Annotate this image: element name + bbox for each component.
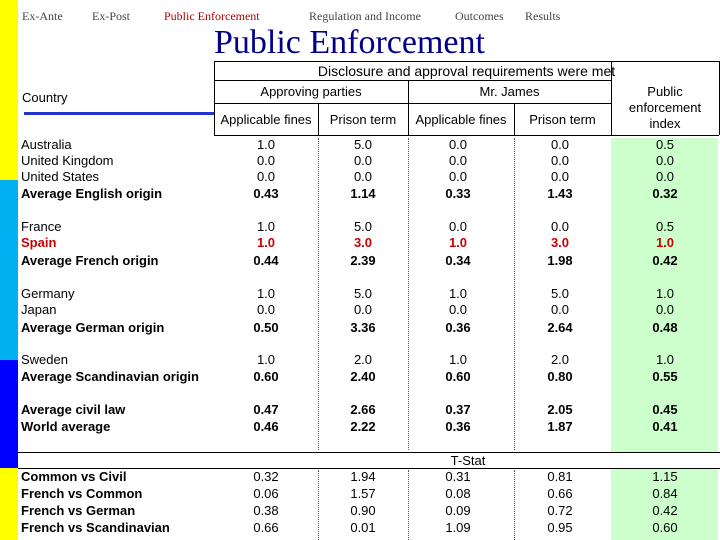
table-row-12-value-1: 2.66: [350, 402, 376, 417]
sub-header-fines-2: Applicable fines: [415, 112, 507, 127]
nav-item-regulation-and-income[interactable]: Regulation and Income: [309, 9, 421, 23]
table-row-1-value-3: 0.0: [550, 153, 570, 168]
tstat-row-0-value-3: 0.81: [547, 469, 573, 484]
tstat-row-1-label: French vs Common: [21, 486, 143, 501]
table-row-10-value-0: 1.0: [256, 352, 276, 367]
table-row-7-value-4: 1.0: [655, 286, 675, 301]
tstat-row-2-value-0: 0.38: [253, 503, 279, 518]
nav-item-public-enforcement[interactable]: Public Enforcement: [164, 9, 260, 23]
table-row-6-value-0: 0.44: [253, 253, 279, 268]
table-row-0-value-0: 1.0: [256, 137, 276, 152]
table-row-2-value-0: 0.0: [256, 169, 276, 184]
table-row-1-label: United Kingdom: [21, 153, 114, 168]
table-row-2-value-4: 0.0: [655, 169, 675, 184]
tstat-row-2-value-1: 0.90: [350, 503, 376, 518]
table-row-7-value-1: 5.0: [353, 286, 373, 301]
table-row-13-value-4: 0.41: [652, 419, 678, 434]
table-row-3-value-0: 0.43: [253, 186, 279, 201]
table-row-10-value-4: 1.0: [655, 352, 675, 367]
table-row-1-value-0: 0.0: [256, 153, 276, 168]
table-row-6-value-1: 2.39: [350, 253, 376, 268]
table-row-11-value-1: 2.40: [350, 369, 376, 384]
table-row-5-value-3: 3.0: [550, 235, 570, 250]
sub-header-prison-2: Prison term: [529, 112, 596, 127]
tstat-row-0-value-0: 0.32: [253, 469, 279, 484]
tstat-row-1-value-4: 0.84: [652, 486, 678, 501]
nav-item-outcomes[interactable]: Outcomes: [455, 9, 504, 23]
tstat-row-3-value-2: 1.09: [445, 520, 471, 535]
table-row-9-value-1: 3.36: [350, 320, 376, 335]
table-row-6-label: Average French origin: [21, 253, 159, 268]
table-row-4-value-2: 0.0: [448, 219, 468, 234]
table-row-8-value-2: 0.0: [448, 302, 468, 317]
tstat-row-3-value-4: 0.60: [652, 520, 678, 535]
table-row-10-value-3: 2.0: [550, 352, 570, 367]
group-header-approving-parties: Approving parties: [260, 84, 362, 99]
super-header: Disclosure and approval requirements were met: [317, 63, 616, 79]
table-row-2-label: United States: [21, 169, 100, 184]
sub-header-fines-1: Applicable fines: [220, 112, 312, 127]
table-row-4-label: France: [21, 219, 62, 234]
sub-header-prison-1: Prison term: [329, 112, 397, 127]
table-row-3-value-1: 1.14: [350, 186, 376, 201]
index-header-line1: Public: [647, 84, 683, 99]
table-row-8-value-4: 0.0: [655, 302, 675, 317]
table-row-2-value-3: 0.0: [550, 169, 570, 184]
table-row-0-value-2: 0.0: [448, 137, 468, 152]
table-row-7-label: Germany: [21, 286, 75, 301]
table-row-10-label: Sweden: [21, 352, 68, 367]
table-row-4-value-4: 0.5: [655, 219, 675, 234]
table-row-12-value-2: 0.37: [445, 402, 471, 417]
table-row-7-value-3: 5.0: [550, 286, 570, 301]
table-row-11-value-4: 0.55: [652, 369, 678, 384]
table-row-9-value-2: 0.36: [445, 320, 471, 335]
table-row-2-value-2: 0.0: [448, 169, 468, 184]
tstat-row-3-value-1: 0.01: [350, 520, 376, 535]
tstat-row-3-value-3: 0.95: [547, 520, 573, 535]
country-header: Country: [22, 90, 68, 105]
tstat-label: T-Stat: [450, 453, 486, 468]
table-row-3-label: Average English origin: [21, 186, 163, 201]
table-row-5-value-2: 1.0: [448, 235, 468, 250]
nav-item-ex-post[interactable]: Ex-Post: [92, 9, 131, 23]
table-row-9-label: Average German origin: [21, 320, 165, 335]
nav-item-results[interactable]: Results: [525, 9, 561, 23]
tstat-row-3-label: French vs Scandinavian: [21, 520, 170, 535]
tstat-row-1-value-2: 0.08: [445, 486, 471, 501]
nav-item-ex-ante[interactable]: Ex-Ante: [22, 9, 63, 23]
table-row-0-label: Australia: [21, 137, 72, 152]
table-row-12-value-3: 2.05: [547, 402, 573, 417]
table-row-4-value-1: 5.0: [353, 219, 373, 234]
table-row-5-value-1: 3.0: [353, 235, 373, 250]
tstat-row-3-value-0: 0.66: [253, 520, 279, 535]
table-border-super: [214, 80, 611, 81]
table-row-9-value-0: 0.50: [253, 320, 279, 335]
table-row-12-value-0: 0.47: [253, 402, 279, 417]
table-row-5-label: Spain: [21, 235, 57, 250]
table-row-3-value-3: 1.43: [547, 186, 573, 201]
table-row-12-value-4: 0.45: [652, 402, 678, 417]
table-row-3-value-4: 0.32: [652, 186, 678, 201]
table-row-4-value-3: 0.0: [550, 219, 570, 234]
table-row-9-value-4: 0.48: [652, 320, 678, 335]
table-row-8-value-0: 0.0: [256, 302, 276, 317]
table-row-8-value-1: 0.0: [353, 302, 373, 317]
page-title: Public Enforcement: [214, 24, 485, 61]
table-row-5-value-0: 1.0: [256, 235, 276, 250]
tstat-row-1-value-1: 1.57: [350, 486, 376, 501]
tstat-row-1-value-0: 0.06: [253, 486, 279, 501]
table-row-1-value-2: 0.0: [448, 153, 468, 168]
table-row-6-value-4: 0.42: [652, 253, 678, 268]
country-underline: [24, 112, 214, 115]
table-row-11-label: Average Scandinavian origin: [21, 369, 199, 384]
table-row-10-value-1: 2.0: [353, 352, 373, 367]
table-row-13-value-0: 0.46: [253, 419, 279, 434]
index-header-line3: index: [649, 116, 681, 131]
table-row-6-value-3: 1.98: [547, 253, 573, 268]
table-row-6-value-2: 0.34: [445, 253, 471, 268]
tstat-row-0-value-4: 1.15: [652, 469, 678, 484]
table-row-4-value-0: 1.0: [256, 219, 276, 234]
tstat-row-2-label: French vs German: [21, 503, 136, 518]
table-row-7-value-0: 1.0: [256, 286, 276, 301]
table-row-8-value-3: 0.0: [550, 302, 570, 317]
table-row-12-label: Average civil law: [21, 402, 126, 417]
table-row-0-value-4: 0.5: [655, 137, 675, 152]
table-row-0-value-1: 5.0: [353, 137, 373, 152]
tstat-row-0-value-1: 1.94: [350, 469, 376, 484]
table-row-11-value-2: 0.60: [445, 369, 471, 384]
table-border-header-bottom: [214, 135, 719, 136]
group-header-mr-james: Mr. James: [479, 84, 540, 99]
table-row-13-value-3: 1.87: [547, 419, 573, 434]
table-row-3-value-2: 0.33: [445, 186, 471, 201]
tstat-row-0-value-2: 0.31: [445, 469, 471, 484]
table-row-11-value-3: 0.80: [547, 369, 573, 384]
index-header-line2: enforcement: [628, 100, 702, 115]
table-row-0-value-3: 0.0: [550, 137, 570, 152]
tstat-row-2-value-3: 0.72: [547, 503, 573, 518]
tstat-row-0-label: Common vs Civil: [21, 469, 127, 484]
table-row-10-value-2: 1.0: [448, 352, 468, 367]
table-border-top: [214, 61, 719, 62]
table-row-7-value-2: 1.0: [448, 286, 468, 301]
column-divider-5: [408, 470, 409, 540]
table-row-11-value-0: 0.60: [253, 369, 279, 384]
table-row-8-label: Japan: [21, 302, 57, 317]
table-row-13-label: World average: [21, 419, 111, 434]
tstat-row-1-value-3: 0.66: [547, 486, 573, 501]
table-row-2-value-1: 0.0: [353, 169, 373, 184]
table-row-9-value-3: 2.64: [547, 320, 573, 335]
column-divider-2: [408, 138, 409, 450]
table-row-1-value-1: 0.0: [353, 153, 373, 168]
table-border-group: [214, 103, 611, 104]
table-row-13-value-2: 0.36: [445, 419, 471, 434]
table-row-5-value-4: 1.0: [655, 235, 675, 250]
table-border-tstat-top: [18, 452, 720, 453]
table-row-13-value-1: 2.22: [350, 419, 376, 434]
tstat-row-2-value-4: 0.42: [652, 503, 678, 518]
tstat-row-2-value-2: 0.09: [445, 503, 471, 518]
table-row-1-value-4: 0.0: [655, 153, 675, 168]
